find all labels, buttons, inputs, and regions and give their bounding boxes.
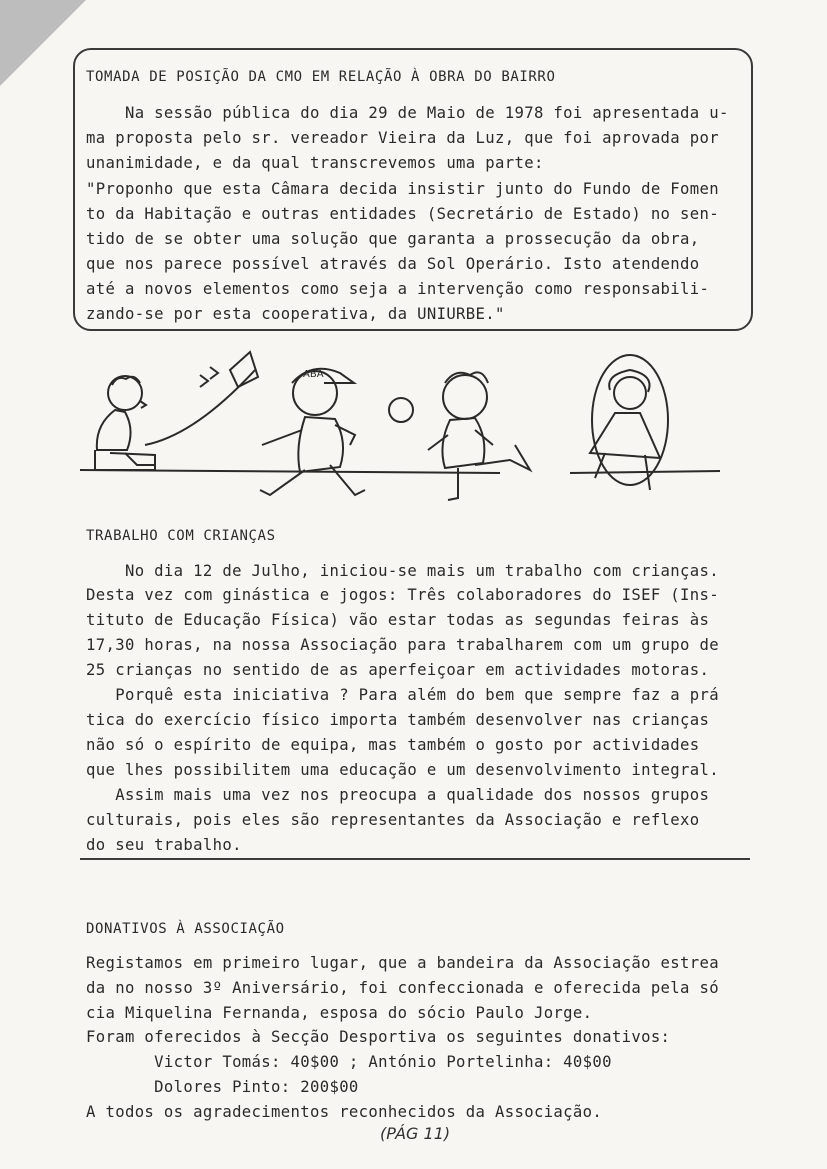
children-playing-illustration: [70, 345, 760, 520]
trabalho-line-2: Desta vez com ginástica e jogos: Três colaboradores do ISEF (Ins-: [86, 586, 719, 604]
trabalho-line-6: Porquê esta iniciativa ? Para além do bem que sempre faz a prá: [86, 686, 719, 704]
running-boy-figure: [260, 369, 365, 495]
cmo-line-9: zando-se por esta cooperativa, da UNIURBE.": [86, 305, 505, 323]
trabalho-line-8: não só o espírito de equipa, mas também o gosto por actividades: [86, 736, 700, 754]
page-number: (PÁG 11): [380, 1124, 451, 1143]
trabalho-line-12: do seu trabalho.: [86, 836, 242, 854]
cmo-line-6: tido de se obter uma solução que garanta a prossecução da obra,: [86, 230, 700, 248]
cmo-title: TOMADA DE POSIÇÃO DA CMO EM RELAÇÃO À OBRA DO BAIRRO: [86, 69, 556, 85]
kicking-child-figure: [428, 372, 530, 500]
trabalho-line-1: No dia 12 de Julho, iniciou-se mais um trabalho com crianças.: [86, 562, 719, 580]
ball-figure: [389, 398, 413, 422]
cmo-line-7: que nos parece possível através da Sol Operário. Isto atendendo: [86, 255, 700, 273]
donativos-line-2: da no nosso 3º Aniversário, foi confeccionada e oferecida pela só: [86, 979, 719, 997]
trabalho-line-11: culturais, pois eles são representantes da Associação e reflexo: [86, 811, 700, 829]
donativos-title: DONATIVOS À ASSOCIAÇÃO: [86, 921, 285, 937]
cmo-line-1: Na sessão pública do dia 29 de Maio de 1978 foi apresentada u-: [86, 104, 729, 122]
cap-text: ABA: [303, 369, 324, 380]
donativos-line-5: Victor Tomás: 40$00 ; António Portelinha: 40$00: [86, 1053, 612, 1071]
cmo-line-3: unanimidade, e da qual transcrevemos uma parte:: [86, 154, 544, 172]
trabalho-line-9: que lhes possibilitem uma educação e um desenvolvimento integral.: [86, 761, 719, 779]
trabalho-line-4: 17,30 horas, na nossa Associação para trabalharem com um grupo de: [86, 636, 719, 654]
trabalho-line-7: tica do exercício físico importa também desenvolver nas crianças: [86, 711, 710, 729]
cmo-line-5: to da Habitação e outras entidades (Secretário de Estado) no sen-: [86, 205, 719, 223]
cmo-line-8: até a novos elementos como seja a intervenção como responsabili-: [86, 280, 710, 298]
donativos-line-1: Registamos em primeiro lugar, que a bandeira da Associação estrea: [86, 954, 719, 972]
jump-rope-girl-figure: [590, 355, 668, 490]
sitting-child-figure: [95, 376, 155, 470]
donativos-line-6: Dolores Pinto: 200$00: [86, 1078, 359, 1096]
cmo-line-4: "Proponho que esta Câmara decida insistir junto do Fundo de Fomen: [86, 180, 719, 198]
trabalho-line-10: Assim mais uma vez nos preocupa a qualidade dos nossos grupos: [86, 786, 710, 804]
donativos-line-3: cia Miquelina Fernanda, esposa do sócio Paulo Jorge.: [86, 1004, 593, 1022]
trabalho-title: TRABALHO COM CRIANÇAS: [86, 528, 276, 544]
kite-figure: [145, 352, 258, 445]
trabalho-line-3: tituto de Educação Física) vão estar todas as segundas feiras às: [86, 611, 710, 629]
cmo-line-2: ma proposta pelo sr. vereador Vieira da Luz, que foi aprovada por: [86, 129, 719, 147]
donativos-line-7: A todos os agradecimentos reconhecidos da Associação.: [86, 1103, 603, 1121]
donativos-line-4: Foram oferecidos à Secção Desportiva os seguintes donativos:: [86, 1028, 671, 1046]
section-divider: [80, 858, 750, 860]
trabalho-line-5: 25 crianças no sentido de as aperfeiçoar em actividades motoras.: [86, 661, 710, 679]
